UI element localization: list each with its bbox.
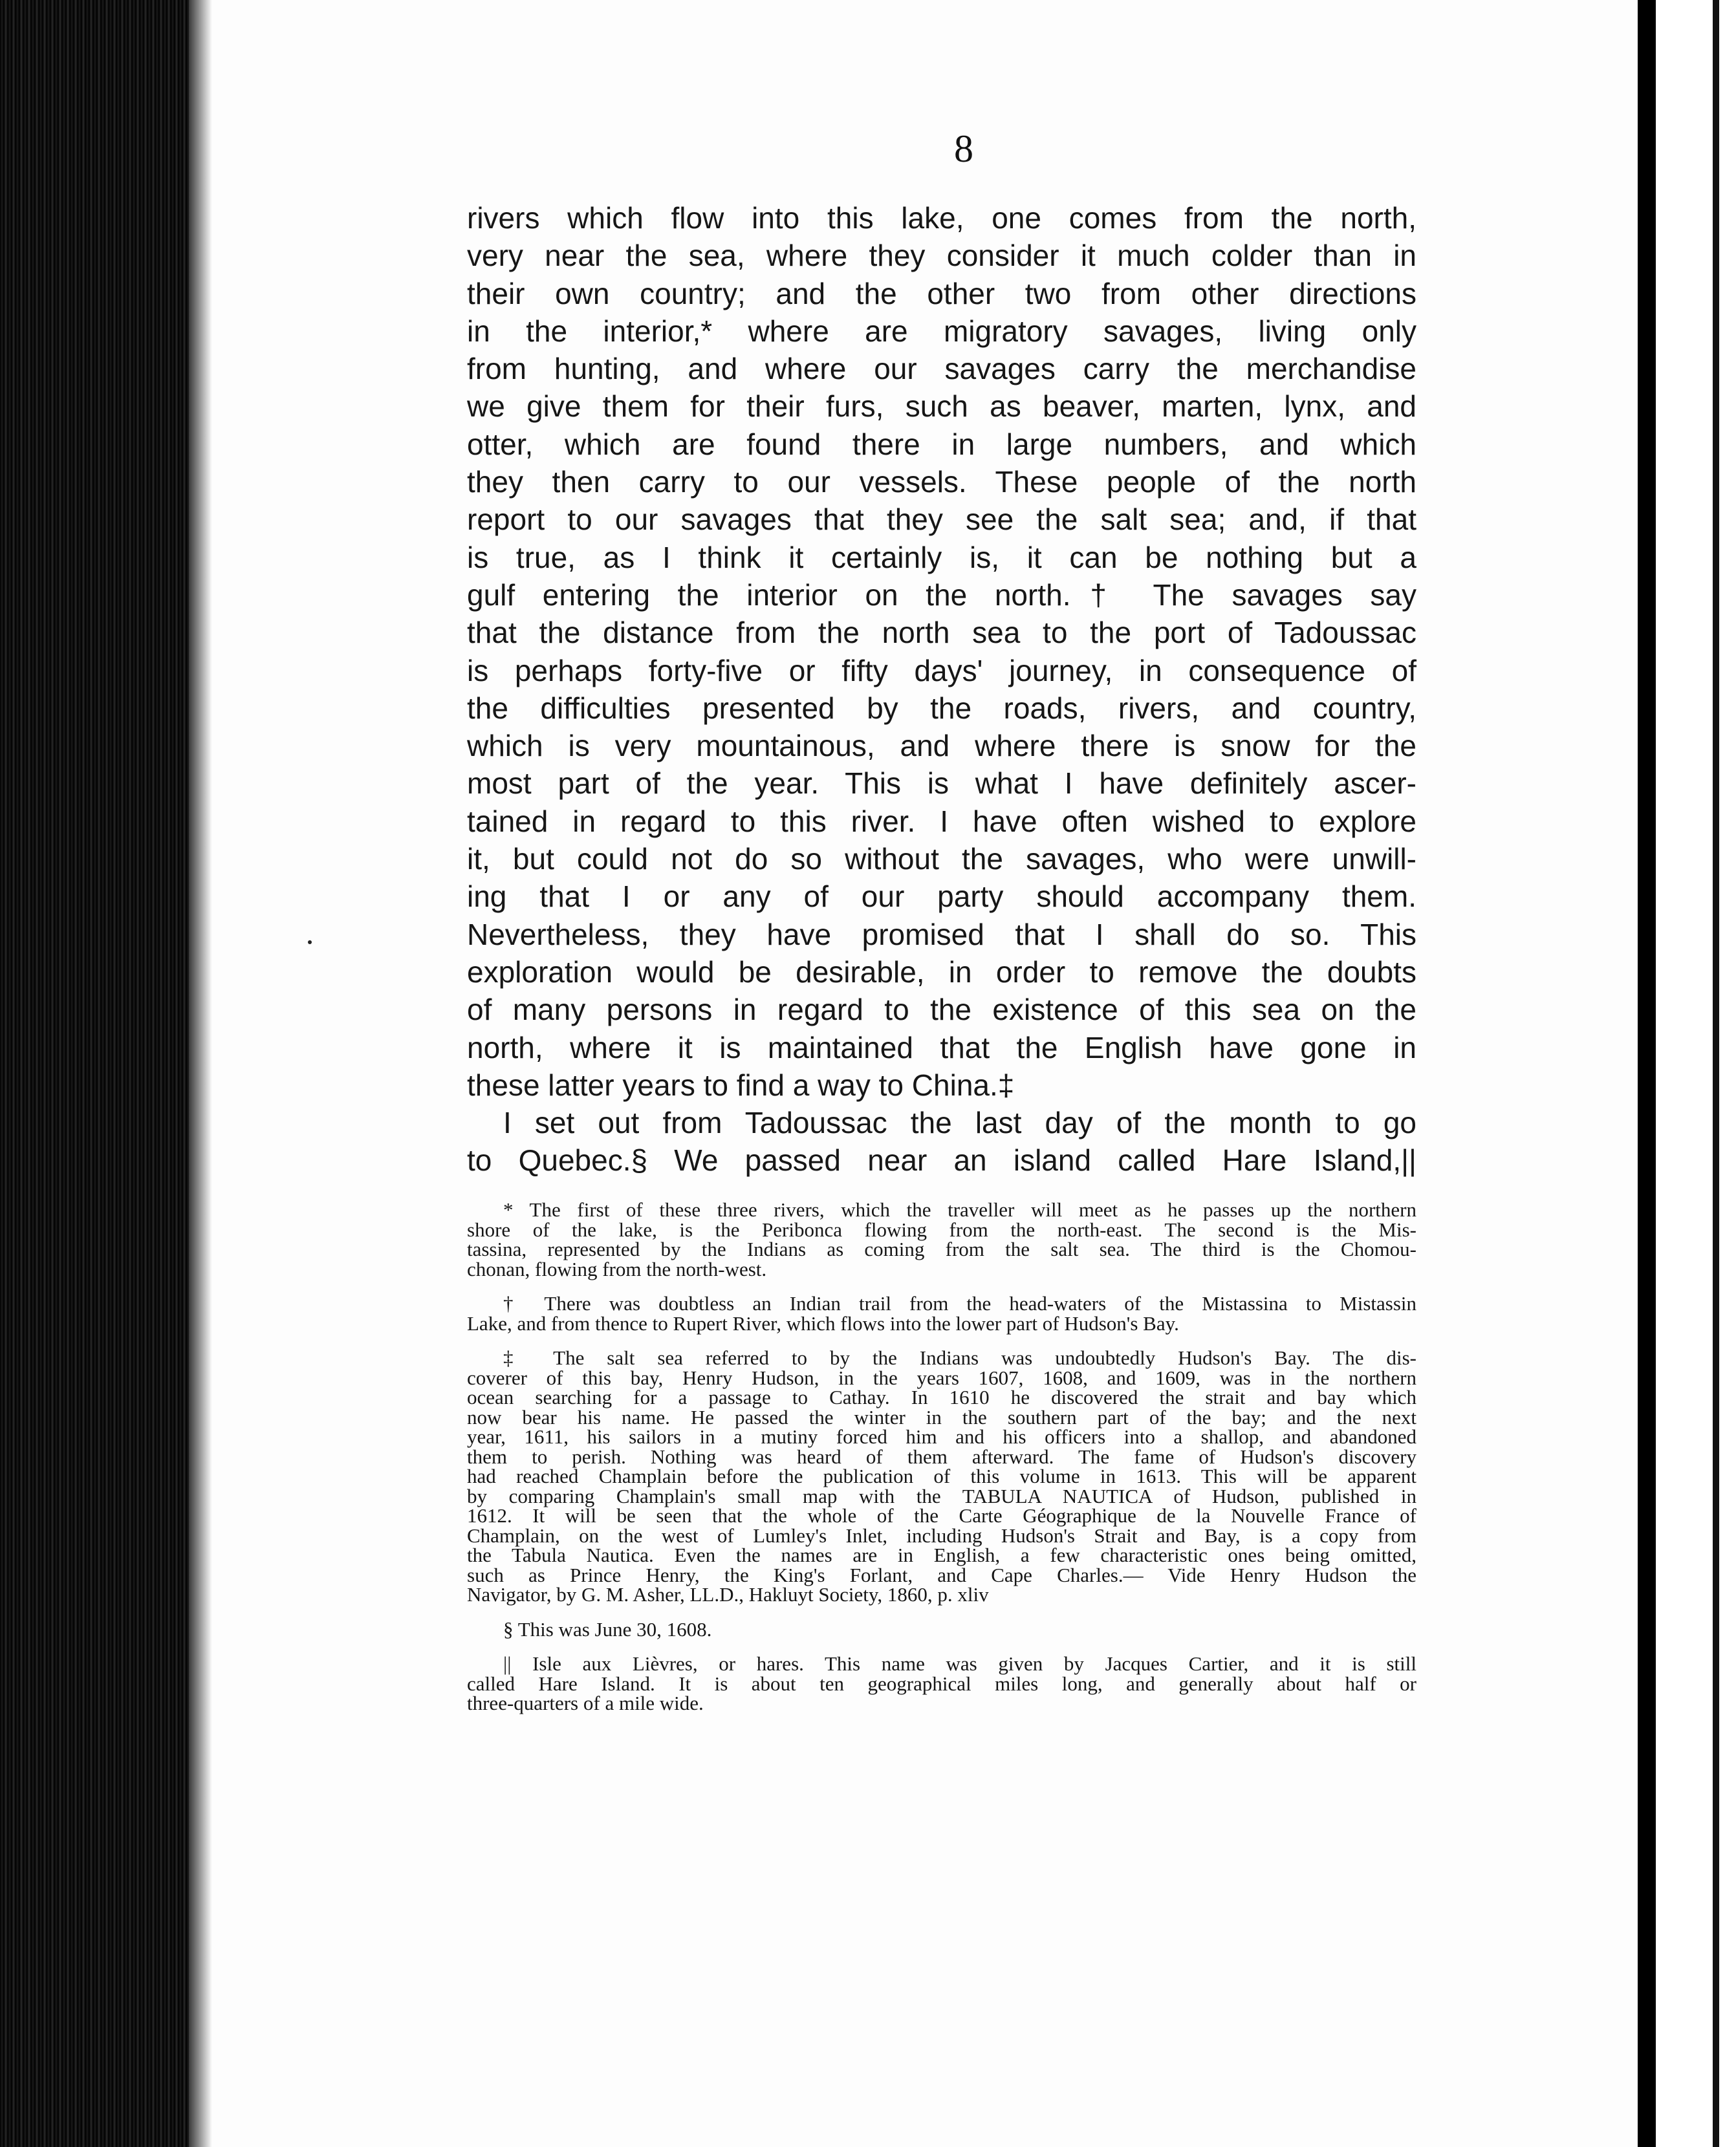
body-line: which is very mountainous, and where there is snow for the bbox=[467, 729, 1416, 763]
facing-page-strip bbox=[1656, 0, 1736, 2147]
body-line: most part of the year. This is what I have definitely ascer- bbox=[467, 766, 1416, 801]
footnote-line: called Hare Island. It is about ten geographical miles long, and generally about half or bbox=[467, 1672, 1416, 1695]
page-number: 8 bbox=[954, 127, 973, 170]
footnote-line: tassina, represented by the Indians as coming from the salt sea. The third is the Chomou- bbox=[467, 1238, 1416, 1260]
right-border bbox=[1638, 0, 1656, 2147]
body-line: Nevertheless, they have promised that I shall do so. This bbox=[467, 917, 1416, 951]
footnote-line: coverer of this bay, Henry Hudson, in the years 1607, 1608, and 1609, was in the northern bbox=[467, 1366, 1416, 1389]
scan-speck bbox=[308, 940, 312, 944]
footnote-line: Lake, and from thence to Rupert River, which flows into the lower part of Hudson's Bay. bbox=[467, 1311, 1179, 1335]
footnote-line: Champlain, on the west of Lumley's Inlet, including Hudson's Strait and Bay, is a copy from bbox=[467, 1524, 1416, 1547]
footnote-line: ocean searching for a passage to Cathay. In 1610 he discovered the strait and bay which bbox=[467, 1386, 1416, 1408]
footnote-parallel bbox=[467, 1654, 1416, 1714]
body-text bbox=[467, 199, 1416, 1180]
footnote-section bbox=[467, 1617, 1416, 1641]
body-line: north, where it is maintained that the English have gone in bbox=[467, 1030, 1416, 1064]
footnote-line: chonan, flowing from the north-west. bbox=[467, 1257, 767, 1280]
body-line: ing that I or any of our party should accompany them. bbox=[467, 879, 1416, 914]
body-line: report to our savages that they see the salt sea; and, if that bbox=[467, 502, 1416, 537]
footnote-line: had reached Champlain before the publication of this volume in 1613. This will be apparent bbox=[467, 1465, 1416, 1487]
footnote-line: ‡ The salt sea referred to by the Indians was undoubtedly Hudson's Bay. The dis- bbox=[503, 1346, 1416, 1369]
footnote-line: * The first of these three rivers, which the traveller will meet as he passes up the northern bbox=[503, 1198, 1416, 1221]
body-line: from hunting, and where our savages carry the merchandise bbox=[467, 352, 1416, 386]
body-line: their own country; and the other two from other directions bbox=[467, 276, 1416, 310]
footnote-line: shore of the lake, is the Peribonca flowing from the north-east. The second is the Mis- bbox=[467, 1218, 1416, 1241]
body-line: these latter years to find a way to China.‡ bbox=[467, 1068, 1015, 1102]
footnote-line: Navigator, by G. M. Asher, LL.D., Hakluyt Society, 1860, p. xliv bbox=[467, 1583, 989, 1606]
footnote-line: such as Prince Henry, the King's Forlant, and Cape Charles.— Vide Henry Hudson the bbox=[467, 1563, 1416, 1586]
body-line: gulf entering the interior on the north.† The savages say bbox=[467, 577, 1416, 612]
footnote-line: || Isle aux Lièvres, or hares. This name was given by Jacques Cartier, and it is still bbox=[503, 1652, 1416, 1675]
footnote-line: them to perish. Nothing was heard of them afterward. The fame of Hudson's discovery bbox=[467, 1445, 1416, 1468]
footnote-dagger bbox=[467, 1294, 1416, 1333]
body-line: rivers which flow into this lake, one comes from the north, bbox=[467, 201, 1416, 235]
body-line: is perhaps forty-five or fifty days' journey, in consequence of bbox=[467, 653, 1416, 687]
facing-page-edge bbox=[1713, 0, 1719, 2147]
body-line: in the interior,* where are migratory savages, living only bbox=[467, 314, 1416, 348]
footnote-double-dagger bbox=[467, 1348, 1416, 1605]
body-line: exploration would be desirable, in order to remove the doubts bbox=[467, 955, 1416, 989]
body-line: otter, which are found there in large numbers, and which bbox=[467, 427, 1416, 461]
body-line: of many persons in regard to the existence of this sea on the bbox=[467, 993, 1416, 1027]
body-line: it, but could not do so without the savages, who were unwill- bbox=[467, 842, 1416, 876]
footnote-line: three-quarters of a mile wide. bbox=[467, 1692, 704, 1714]
footnotes bbox=[467, 1200, 1416, 1729]
body-line: to Quebec.§ We passed near an island called Hare Island,|| bbox=[467, 1143, 1416, 1178]
body-line: very near the sea, where they consider it much colder than in bbox=[467, 239, 1416, 273]
body-line: that the distance from the north sea to the port of Tadoussac bbox=[467, 616, 1416, 650]
footnote-line: by comparing Champlain's small map with the TABULA NAUTICA of Hudson, published in bbox=[467, 1484, 1416, 1507]
body-line: the difficulties presented by the roads, rivers, and country, bbox=[467, 691, 1416, 725]
footnote-line: 1612. It will be seen that the whole of the Carte Géographique de la Nouvelle France of bbox=[467, 1504, 1416, 1527]
body-line: we give them for their furs, such as beaver, marten, lynx, and bbox=[467, 389, 1416, 424]
body-line: is true, as I think it certainly is, it can be nothing but a bbox=[467, 540, 1416, 574]
footnote-asterisk bbox=[467, 1200, 1416, 1279]
body-line: I set out from Tadoussac the last day of the month to go bbox=[503, 1106, 1416, 1140]
book-page-edges bbox=[0, 0, 199, 2147]
footnote-line: now bear his name. He passed the winter in the southern part of the bay; and the next bbox=[467, 1405, 1416, 1429]
body-line: they then carry to our vessels. These people of the north bbox=[467, 465, 1416, 499]
body-line: tained in regard to this river. I have often wished to explore bbox=[467, 804, 1416, 838]
footnote-line: † There was doubtless an Indian trail from the head-waters of the Mistassina to Mistassin bbox=[503, 1292, 1416, 1315]
footnote-line: § This was June 30, 1608. bbox=[503, 1617, 712, 1641]
gutter-shadow bbox=[189, 0, 212, 2147]
footnote-line: year, 1611, his sailors in a mutiny forced him and his officers into a shallop, and abandoned bbox=[467, 1425, 1416, 1448]
footnote-line: the Tabula Nautica. Even the names are in English, a few characteristic ones being omitted, bbox=[467, 1544, 1416, 1566]
